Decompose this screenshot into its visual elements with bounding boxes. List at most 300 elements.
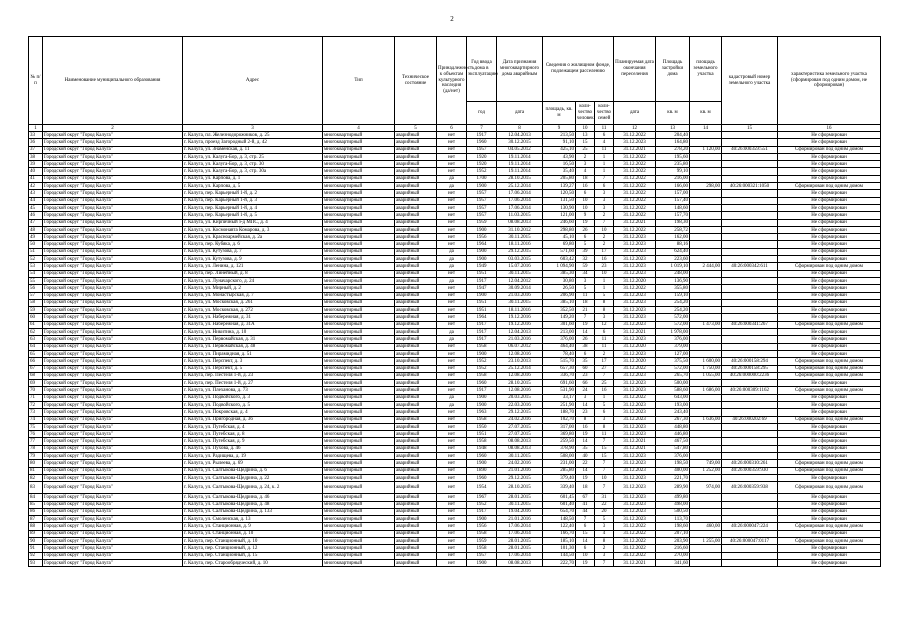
cell-commission-year: 1956 — [467, 523, 497, 530]
cell-people-count: 16 — [576, 183, 595, 190]
cell-area: 246,60 — [543, 219, 576, 226]
cell-row-number: 82 — [29, 474, 43, 481]
cell-cadastral-number — [722, 329, 778, 336]
cell-area: 531,90 — [543, 387, 576, 394]
cell-emergency-date: 30.12.2015 — [497, 139, 543, 146]
cell-address: г. Калуга, ул. Пугебская, д. 8 — [183, 431, 323, 438]
cell-municipality: Городской округ "Город Калуга" — [43, 234, 183, 241]
cell-emergency-date: 28.01.2015 — [497, 494, 543, 501]
cell-commission-year: 1958 — [467, 343, 497, 350]
cell-cadastral-number: 40:26:000359:930 — [722, 467, 778, 474]
cell-family-count: 16 — [595, 387, 614, 394]
cell-building-area: 216,00 — [656, 175, 690, 182]
cell-address: г. Калуга, ул. Пугебская, д. 4 — [183, 423, 323, 430]
cell-cadastral-number: 40:26:000202:69 — [722, 416, 778, 423]
cell-row-number: 77 — [29, 438, 43, 445]
cell-land-area — [690, 190, 722, 197]
header-land-characteristic: характеристика земельного участка (сформирован под одним домом, не сформирован) — [778, 37, 881, 125]
cell-tech-state: аварийный — [395, 394, 437, 401]
cell-emergency-date: 30.11.2015 — [497, 453, 543, 460]
cell-people-count: 10 — [576, 197, 595, 204]
cell-culture-heritage: нет — [437, 508, 467, 515]
cell-emergency-date: 30.11.2015 — [497, 234, 543, 241]
cell-cadastral-number — [722, 132, 778, 139]
cell-emergency-date: 21.03.2016 — [497, 292, 543, 299]
cell-address: г. Калуга, ул. Мирный, д. 2 — [183, 285, 323, 292]
cell-building-type: многоквартирный — [323, 190, 395, 197]
cell-address: г. Калуга, проезд Загородный 2-й, д. 42 — [183, 139, 323, 146]
cell-building-type: многоквартирный — [323, 350, 395, 357]
cell-tech-state: аварийный — [395, 226, 437, 233]
cell-tech-state: аварийный — [395, 538, 437, 545]
cell-row-number: 52 — [29, 256, 43, 263]
cell-municipality: Городской округ "Город Калуга" — [43, 445, 183, 452]
cell-row-number: 51 — [29, 248, 43, 255]
cell-planned-date: 31.12.2021 — [614, 445, 656, 452]
cell-family-count: 5 — [595, 292, 614, 299]
cell-family-count: 7 — [595, 460, 614, 467]
cell-family-count: 1 — [595, 285, 614, 292]
cell-row-number: 93 — [29, 559, 43, 566]
cell-municipality: Городской округ "Город Калуга" — [43, 161, 183, 168]
cell-tech-state: аварийный — [395, 146, 437, 153]
cell-land-characteristic: Не сформирован — [778, 445, 881, 452]
cell-address: г. Калуга, ул. Московская, д. 261 — [183, 299, 323, 306]
cell-building-area: 243,40 — [656, 409, 690, 416]
cell-emergency-date: 29.12.2015 — [497, 248, 543, 255]
cell-family-count: 6 — [595, 183, 614, 190]
cell-tech-state: аварийный — [395, 168, 437, 175]
cell-emergency-date: 27.07.2015 — [497, 431, 543, 438]
cell-cadastral-number — [722, 307, 778, 314]
cell-family-count: 7 — [595, 559, 614, 566]
cell-land-area: 1 600,00 — [690, 358, 722, 365]
table-row — [29, 372, 881, 379]
cell-row-number: 50 — [29, 241, 43, 248]
cell-building-area: 195,60 — [656, 153, 690, 160]
cell-row-number: 87 — [29, 516, 43, 523]
cell-row-number: 85 — [29, 501, 43, 508]
cell-tech-state: аварийный — [395, 358, 437, 365]
cell-land-area — [690, 307, 722, 314]
cell-cadastral-number — [722, 241, 778, 248]
cell-land-characteristic: Не сформирован — [778, 212, 881, 219]
cell-planned-date: 31.12.2023 — [614, 401, 656, 408]
cell-building-type: многоквартирный — [323, 516, 395, 523]
table-row — [29, 263, 881, 270]
cell-planned-date: 31.12.2023 — [614, 460, 656, 467]
cell-people-count: 3 — [576, 277, 595, 284]
cell-culture-heritage: нет — [437, 423, 467, 430]
cell-culture-heritage: нет — [437, 307, 467, 314]
cell-tech-state: аварийный — [395, 329, 437, 336]
cell-people-count: 8 — [576, 416, 595, 423]
cell-land-characteristic: Не сформирован — [778, 508, 881, 515]
cell-family-count: 4 — [595, 530, 614, 537]
cell-building-area: 643,00 — [656, 394, 690, 401]
cell-tech-state: аварийный — [395, 336, 437, 343]
cell-address: г. Калуга, ул. Пирамидная, д. 51 — [183, 350, 323, 357]
table-row — [29, 314, 881, 321]
cell-commission-year: 1917 — [467, 321, 497, 328]
cell-culture-heritage: нет — [437, 132, 467, 139]
header-culture: Принадлежность к объектам культурного наследия (да/нет) — [437, 37, 467, 125]
cell-land-area — [690, 175, 722, 182]
cell-planned-date: 31.12.2022 — [614, 523, 656, 530]
cell-emergency-date: 28.01.2015 — [497, 545, 543, 552]
cell-people-count: 24 — [576, 387, 595, 394]
cell-commission-year: 1917 — [467, 508, 497, 515]
cell-building-area: 376,00 — [656, 336, 690, 343]
cell-area: 352,50 — [543, 307, 576, 314]
cell-culture-heritage: нет — [437, 234, 467, 241]
cell-municipality: Городской округ "Город Калуга" — [43, 139, 183, 146]
cell-area: 33,17 — [543, 394, 576, 401]
table-row — [29, 482, 881, 494]
cell-row-number: 69 — [29, 380, 43, 387]
cell-culture-heritage: нет — [437, 226, 467, 233]
cell-address: г. Калуга, ул. Салтыкова-Щедрина, д. 46 — [183, 494, 323, 501]
cell-address: г. Калуга, ул. Станционная, д. 10 — [183, 530, 323, 537]
cell-planned-date: 31.12.2022 — [614, 552, 656, 559]
cell-land-area: 1 120,00 — [690, 146, 722, 153]
cell-row-number: 39 — [29, 161, 43, 168]
cell-municipality: Городской округ "Город Калуга" — [43, 336, 183, 343]
cell-tech-state: аварийный — [395, 299, 437, 306]
cell-tech-state: аварийный — [395, 263, 437, 270]
cell-culture-heritage: нет — [437, 321, 467, 328]
cell-emergency-date: 30.11.2015 — [497, 270, 543, 277]
cell-building-area: 624,40 — [656, 248, 690, 255]
cell-family-count: 3 — [595, 197, 614, 204]
cell-municipality: Городской округ "Город Калуга" — [43, 482, 183, 494]
header-type: Тип — [323, 37, 395, 125]
cell-building-type: многоквартирный — [323, 545, 395, 552]
cell-land-characteristic: Не сформирован — [778, 139, 881, 146]
cell-municipality: Городской округ "Город Калуга" — [43, 299, 183, 306]
cell-municipality: Городской округ "Город Калуга" — [43, 270, 183, 277]
column-number: 14 — [690, 125, 722, 132]
cell-tech-state: аварийный — [395, 219, 437, 226]
cell-building-area: 157,40 — [656, 197, 690, 204]
cell-building-area: 157,00 — [656, 190, 690, 197]
table-row — [29, 416, 881, 423]
cell-people-count: 26 — [576, 336, 595, 343]
cell-family-count: 1 — [595, 161, 614, 168]
cell-area: 369,80 — [543, 431, 576, 438]
cell-culture-heritage: нет — [437, 460, 467, 467]
cell-building-type: многоквартирный — [323, 329, 395, 336]
cell-area: 213,50 — [543, 132, 576, 139]
cell-emergency-date: 29.12.2015 — [497, 474, 543, 481]
cell-emergency-date: 20.03.2015 — [497, 394, 543, 401]
cell-land-characteristic: Не сформирован — [778, 552, 881, 559]
cell-planned-date: 31.12.2023 — [614, 307, 656, 314]
cell-tech-state: аварийный — [395, 482, 437, 494]
cell-cadastral-number — [722, 445, 778, 452]
cell-address: г. Калуга, ул. Знаменская, д. 11 — [183, 146, 323, 153]
cell-culture-heritage: нет — [437, 314, 467, 321]
cell-land-area: 298,00 — [690, 183, 722, 190]
cell-cadastral-number — [722, 530, 778, 537]
cell-building-area: 572,00 — [656, 365, 690, 372]
cell-building-area: 289,90 — [656, 482, 690, 494]
cell-emergency-date: 25.12.2014 — [497, 365, 543, 372]
cell-land-characteristic: Сформирован под одним домом — [778, 365, 881, 372]
table-row — [29, 474, 881, 481]
cell-municipality: Городской округ "Город Калуга" — [43, 241, 183, 248]
cell-culture-heritage: нет — [437, 139, 467, 146]
cell-area: 425,10 — [543, 146, 576, 153]
cell-land-characteristic: Не сформирован — [778, 204, 881, 211]
cell-people-count: 25 — [576, 146, 595, 153]
table-row — [29, 175, 881, 182]
cell-tech-state: аварийный — [395, 190, 437, 197]
cell-planned-date: 31.12.2023 — [614, 494, 656, 501]
cell-commission-year: 1960 — [467, 139, 497, 146]
cell-address: г. Калуга, ул. Карпова, д. 1 — [183, 175, 323, 182]
cell-address: г. Калуга, ул. Рылеева, д. 69 — [183, 460, 323, 467]
cell-building-type: многоквартирный — [323, 530, 395, 537]
cell-planned-date: 31.12.2020 — [614, 358, 656, 365]
cell-municipality: Городской округ "Город Калуга" — [43, 277, 183, 284]
cell-address: г. Калуга, пер. Карьерный 1-й, д. 5 — [183, 212, 323, 219]
cell-tech-state: аварийный — [395, 474, 437, 481]
cell-culture-heritage: нет — [437, 516, 467, 523]
cell-culture-heritage: нет — [437, 292, 467, 299]
cell-commission-year: 1900 — [467, 350, 497, 357]
cell-cadastral-number: 40:26:000321:1050 — [722, 183, 778, 190]
cell-building-area: 379,00 — [656, 343, 690, 350]
cell-tech-state: аварийный — [395, 559, 437, 566]
cell-municipality: Городской округ "Город Калуга" — [43, 501, 183, 508]
cell-commission-year: 1917 — [467, 387, 497, 394]
cell-row-number: 54 — [29, 270, 43, 277]
table-row — [29, 423, 881, 430]
cell-area: 120,50 — [543, 190, 576, 197]
cell-planned-date: 31.12.2021 — [614, 146, 656, 153]
cell-row-number: 79 — [29, 453, 43, 460]
cell-culture-heritage: нет — [437, 538, 467, 545]
cell-planned-date: 31.12.2022 — [614, 226, 656, 233]
cell-people-count: 19 — [576, 559, 595, 566]
cell-land-area — [690, 438, 722, 445]
cell-people-count: 4 — [576, 168, 595, 175]
cell-commission-year: 1900 — [467, 516, 497, 523]
cell-culture-heritage: нет — [437, 474, 467, 481]
cell-commission-year: 1959 — [467, 219, 497, 226]
cell-building-area: 572,00 — [656, 314, 690, 321]
cell-emergency-date: 15.07.2016 — [497, 263, 543, 270]
cell-emergency-date: 08.08.2013 — [497, 219, 543, 226]
cell-commission-year: 1960 — [467, 453, 497, 460]
cell-planned-date: 31.12.2021 — [614, 219, 656, 226]
cell-tech-state: аварийный — [395, 270, 437, 277]
cell-address: г. Калуга, ул. Луначарского, д. 24 — [183, 277, 323, 284]
cell-family-count: 7 — [595, 482, 614, 494]
table-row — [29, 516, 881, 523]
cell-area: 691,60 — [543, 380, 576, 387]
cell-address: г. Калуга, ул. Красноармейская, д. 2а — [183, 234, 323, 241]
cell-emergency-date: 29.12.2015 — [497, 409, 543, 416]
cell-area: 144,50 — [543, 552, 576, 559]
cell-municipality: Городской округ "Город Калуга" — [43, 175, 183, 182]
cell-emergency-date: 17.06.2014 — [497, 523, 543, 530]
cell-people-count: 16 — [576, 423, 595, 430]
cell-cadastral-number — [722, 248, 778, 255]
cell-land-characteristic: Не сформирован — [778, 299, 881, 306]
cell-family-count: 3 — [595, 523, 614, 530]
page-number: 2 — [450, 15, 454, 23]
cell-commission-year: 1960 — [467, 380, 497, 387]
table-header — [29, 37, 881, 132]
cell-address: г. Калуга, пер. Пестеля 1-й, д. 23 — [183, 372, 323, 379]
cell-emergency-date: 12.08.2016 — [497, 350, 543, 357]
cell-land-characteristic: Не сформирован — [778, 474, 881, 481]
cell-family-count: 5 — [595, 516, 614, 523]
cell-family-count: 17 — [595, 248, 614, 255]
cell-tech-state: аварийный — [395, 365, 437, 372]
cell-row-number: 65 — [29, 350, 43, 357]
cell-people-count: 18 — [576, 299, 595, 306]
table-row — [29, 270, 881, 277]
cell-building-area: 547,80 — [656, 445, 690, 452]
cell-cadastral-number — [722, 336, 778, 343]
cell-building-type: многоквартирный — [323, 365, 395, 372]
cell-planned-date: 31.12.2023 — [614, 467, 656, 474]
table-row — [29, 307, 881, 314]
cell-people-count: 7 — [576, 516, 595, 523]
cell-land-characteristic: Не сформирован — [778, 226, 881, 233]
cell-building-type: многоквартирный — [323, 241, 395, 248]
cell-people-count: 22 — [576, 460, 595, 467]
cell-commission-year: 1964 — [467, 314, 497, 321]
cell-planned-date: 31.12.2023 — [614, 416, 656, 423]
cell-land-area — [690, 277, 722, 284]
cell-building-area: 99,10 — [656, 168, 690, 175]
cell-building-area: 198,50 — [656, 460, 690, 467]
cell-land-area: 1 252,00 — [690, 467, 722, 474]
table-row — [29, 394, 881, 401]
column-number: 6 — [437, 125, 467, 132]
cell-building-area: 500,00 — [656, 380, 690, 387]
cell-commission-year: 1948 — [467, 445, 497, 452]
cell-commission-year: 1917 — [467, 277, 497, 284]
cell-row-number: 58 — [29, 299, 43, 306]
cell-family-count: 4 — [595, 139, 614, 146]
cell-family-count: 3 — [595, 416, 614, 423]
cell-land-area — [690, 212, 722, 219]
cell-building-area: 203,90 — [656, 538, 690, 545]
cell-land-characteristic: Не сформирован — [778, 530, 881, 537]
cell-culture-heritage: нет — [437, 482, 467, 494]
cell-emergency-date: 17.06.2014 — [497, 204, 543, 211]
cell-building-type: многоквартирный — [323, 197, 395, 204]
cell-building-area: 198,30 — [656, 219, 690, 226]
cell-building-type: многоквартирный — [323, 358, 395, 365]
cell-address: г. Калуга, ул. Покровская, д. 4 — [183, 409, 323, 416]
cell-address: г. Калуга, ул. Станционная, д. 9 — [183, 523, 323, 530]
cell-area: 131,50 — [543, 197, 576, 204]
cell-culture-heritage: нет — [437, 270, 467, 277]
cell-emergency-date: 04.05.2012 — [497, 146, 543, 153]
cell-land-characteristic: Не сформирован — [778, 329, 881, 336]
cell-land-characteristic: Не сформирован — [778, 501, 881, 508]
cell-family-count: 3 — [595, 204, 614, 211]
cell-building-area: 223,60 — [656, 256, 690, 263]
cell-tech-state: аварийный — [395, 401, 437, 408]
cell-land-area: 1 750,00 — [690, 365, 722, 372]
cell-address: г. Калуга, пер. Карьерный 1-й, д. 2 — [183, 190, 323, 197]
cell-culture-heritage: нет — [437, 372, 467, 379]
table-row — [29, 552, 881, 559]
cell-emergency-date: 11.03.2015 — [497, 212, 543, 219]
header-residents: Сведения о жилищном фонде, подлежащем расселению — [543, 37, 614, 102]
cell-emergency-date: 17.06.2014 — [497, 197, 543, 204]
cell-culture-heritage: нет — [437, 380, 467, 387]
cell-area: 251,90 — [543, 401, 576, 408]
cell-cadastral-number — [722, 299, 778, 306]
cell-culture-heritage: нет — [437, 365, 467, 372]
cell-land-area: 1 473,00 — [690, 321, 722, 328]
cell-building-type: многоквартирный — [323, 343, 395, 350]
cell-row-number: 48 — [29, 226, 43, 233]
cell-commission-year: 1900 — [467, 256, 497, 263]
cell-row-number: 57 — [29, 292, 43, 299]
cell-people-count: 44 — [576, 508, 595, 515]
cell-address: г. Калуга, ул. Плеханова, д. 73 — [183, 387, 323, 394]
cell-municipality: Городской округ "Город Калуга" — [43, 545, 183, 552]
cell-row-number: 53 — [29, 263, 43, 270]
header-n: № п/п — [29, 37, 43, 125]
cell-building-area: 400,00 — [656, 467, 690, 474]
cell-emergency-date: 08.08.2013 — [497, 445, 543, 452]
cell-people-count: 32 — [576, 256, 595, 263]
cell-land-characteristic: Сформирован под одним домом — [778, 263, 881, 270]
cell-family-count: 11 — [595, 431, 614, 438]
cell-building-type: многоквартирный — [323, 212, 395, 219]
cell-family-count: 8 — [595, 538, 614, 545]
table-row — [29, 153, 881, 160]
cell-cadastral-number — [722, 190, 778, 197]
cell-people-count: 19 — [576, 431, 595, 438]
cell-building-type: многоквартирный — [323, 552, 395, 559]
cell-commission-year: 1917 — [467, 329, 497, 336]
cell-building-area: 159,10 — [656, 292, 690, 299]
cell-planned-date: 31.12.2023 — [614, 292, 656, 299]
cell-address: г. Калуга, ул. Первомайская, д. 31 — [183, 336, 323, 343]
cell-culture-heritage: нет — [437, 453, 467, 460]
table-row — [29, 329, 881, 336]
cell-culture-heritage: нет — [437, 409, 467, 416]
cell-municipality: Городской округ "Город Калуга" — [43, 321, 183, 328]
cell-commission-year: 1952 — [467, 168, 497, 175]
cell-row-number: 73 — [29, 409, 43, 416]
cell-culture-heritage: нет — [437, 438, 467, 445]
cell-land-characteristic: Не сформирован — [778, 453, 881, 460]
cell-building-area: 166,00 — [656, 183, 690, 190]
table-row — [29, 401, 881, 408]
cell-people-count: 66 — [576, 380, 595, 387]
cell-people-count: 41 — [576, 501, 595, 508]
cell-land-area — [690, 380, 722, 387]
cell-commission-year: 1900 — [467, 401, 497, 408]
cell-commission-year: 1951 — [467, 431, 497, 438]
cell-culture-heritage: нет — [437, 343, 467, 350]
cell-area: 571,60 — [543, 248, 576, 255]
cell-building-type: многоквартирный — [323, 314, 395, 321]
cell-address: г. Калуга, ул. Калуга-Бор, д. 3, стр. 30а — [183, 168, 323, 175]
